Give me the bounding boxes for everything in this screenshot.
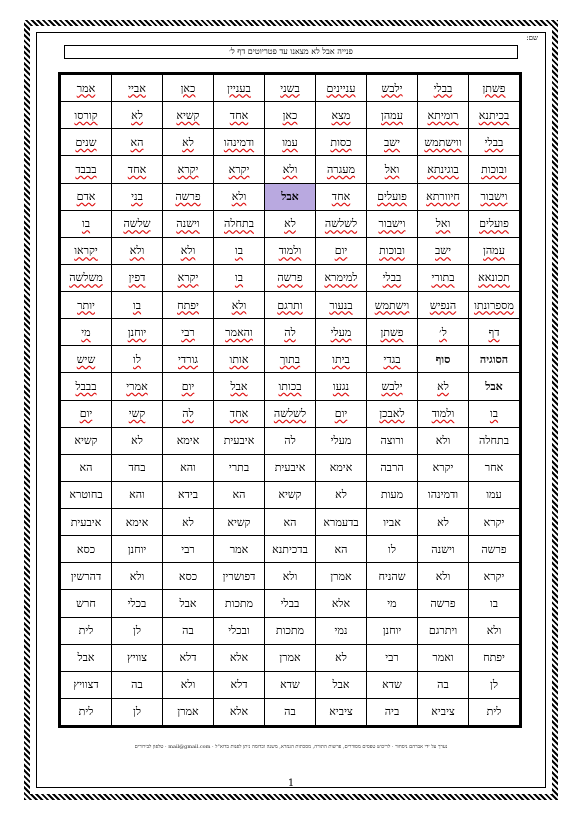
grid-cell: בה: [163, 617, 214, 644]
grid-row: [61, 509, 520, 536]
grid-cell: ובוכות: [469, 156, 520, 183]
grid-cell: ודמינהו: [418, 481, 469, 508]
grid-cell: כאן: [265, 102, 316, 129]
grid-cell: בו: [469, 400, 520, 427]
grid-row: [61, 698, 520, 725]
grid-cell: מי: [61, 319, 112, 346]
word-grid: [60, 74, 520, 726]
grid-row: [61, 536, 520, 563]
grid-cell: רומיתא: [418, 102, 469, 129]
grid-cell: ואל: [367, 156, 418, 183]
grid-cell: אמרן: [316, 563, 367, 590]
grid-cell: פרשה: [265, 264, 316, 291]
grid-cell: הא: [61, 454, 112, 481]
grid-row: [61, 346, 520, 373]
grid-cell: יקרא: [469, 509, 520, 536]
grid-cell: אחד: [112, 156, 163, 183]
grid-cell: הא: [214, 481, 265, 508]
grid-cell: ולא: [418, 563, 469, 590]
grid-cell: יום: [316, 237, 367, 264]
grid-cell: עמהן: [367, 102, 418, 129]
grid-cell: תכונאא: [469, 264, 520, 291]
grid-cell: ולא: [418, 427, 469, 454]
name-label: שם:: [526, 34, 538, 42]
grid-cell: שדא: [367, 671, 418, 698]
grid-cell: בה: [265, 698, 316, 725]
grid-cell: ואמר: [418, 644, 469, 671]
grid-cell: בתורי: [418, 264, 469, 291]
grid-row: [61, 563, 520, 590]
grid-cell: בחד: [112, 454, 163, 481]
grid-cell: בשני: [265, 75, 316, 102]
grid-cell: אחד: [214, 400, 265, 427]
grid-cell: אלא: [214, 644, 265, 671]
grid-cell: כסא: [163, 563, 214, 590]
grid-cell: בתחלה: [469, 427, 520, 454]
grid-cell: לה: [265, 319, 316, 346]
grid-cell: אמרן: [265, 644, 316, 671]
grid-cell: לה: [265, 427, 316, 454]
grid-cell: אבל: [265, 183, 316, 210]
grid-cell: ביה: [367, 698, 418, 725]
grid-cell: לשלשה: [265, 400, 316, 427]
grid-cell: בו: [112, 292, 163, 319]
grid-cell: בבלי: [367, 264, 418, 291]
grid-cell: ורוצה: [367, 427, 418, 454]
grid-row: [61, 237, 520, 264]
grid-cell: ובכלי: [214, 617, 265, 644]
grid-cell: אמר: [214, 536, 265, 563]
grid-cell: יקרא: [418, 454, 469, 481]
grid-cell: והא: [163, 454, 214, 481]
grid-cell: ולא: [163, 671, 214, 698]
page-border: [24, 20, 558, 800]
grid-cell: מספרונתו: [469, 292, 520, 319]
grid-cell: לא: [316, 481, 367, 508]
grid-cell: פועלים: [469, 210, 520, 237]
grid-cell: לא: [418, 509, 469, 536]
grid-cell: ויתרגם: [418, 617, 469, 644]
grid-cell: לן: [469, 671, 520, 698]
grid-cell: ולמוד: [418, 400, 469, 427]
grid-row: [61, 183, 520, 210]
grid-cell: לית: [469, 698, 520, 725]
grid-cell: יפתח: [469, 644, 520, 671]
grid-cell: ולא: [112, 563, 163, 590]
grid-cell: בתוך: [265, 346, 316, 373]
grid-cell: שלשה: [112, 210, 163, 237]
grid-cell: הנפיש: [418, 292, 469, 319]
grid-cell: שיש: [61, 346, 112, 373]
grid-cell: הא: [112, 129, 163, 156]
grid-cell: בו: [214, 237, 265, 264]
grid-row: [61, 590, 520, 617]
grid-cell: ציביא: [418, 698, 469, 725]
grid-row: [61, 671, 520, 698]
grid-cell: לשלשה: [316, 210, 367, 237]
grid-cell: ולא: [214, 183, 265, 210]
word-grid-body: [61, 75, 520, 726]
grid-cell: דלא: [214, 671, 265, 698]
grid-cell: אימא: [316, 454, 367, 481]
grid-cell: ודמינהו: [214, 129, 265, 156]
grid-row: [61, 210, 520, 237]
grid-cell: אחד: [214, 102, 265, 129]
grid-cell: ובוכות: [367, 237, 418, 264]
grid-cell: יפתח: [163, 292, 214, 319]
grid-row: [61, 264, 520, 291]
grid-cell: קורסו: [61, 102, 112, 129]
grid-cell: ולא: [265, 563, 316, 590]
grid-cell: יוחנן: [367, 617, 418, 644]
grid-cell: והא: [112, 481, 163, 508]
grid-cell: וישבור: [469, 183, 520, 210]
grid-cell: אדם: [61, 183, 112, 210]
grid-cell: מעלי: [316, 319, 367, 346]
grid-cell: אותו: [214, 346, 265, 373]
grid-cell: לו: [112, 346, 163, 373]
grid-cell: לן: [112, 698, 163, 725]
grid-cell: בנעור: [316, 292, 367, 319]
grid-cell: אביי: [112, 75, 163, 102]
grid-cell: ישב: [367, 129, 418, 156]
grid-cell: ולמוד: [265, 237, 316, 264]
grid-cell: מתכות: [265, 617, 316, 644]
grid-cell: אלא: [316, 590, 367, 617]
grid-cell: סוף: [418, 346, 469, 373]
grid-cell: בכותו: [265, 373, 316, 400]
grid-cell: וישנה: [418, 536, 469, 563]
grid-cell: דפושרין: [214, 563, 265, 590]
grid-cell: מעגרה: [316, 156, 367, 183]
grid-cell: אבל: [316, 671, 367, 698]
grid-cell: לאבכן: [367, 400, 418, 427]
grid-cell: קשיא: [61, 427, 112, 454]
grid-row: [61, 454, 520, 481]
grid-cell: דלא: [163, 644, 214, 671]
grid-cell: בבלי: [265, 590, 316, 617]
grid-cell: ולא: [265, 156, 316, 183]
grid-cell: כאן: [163, 75, 214, 102]
grid-row: [61, 373, 520, 400]
grid-cell: בעניין: [214, 75, 265, 102]
grid-cell: לא: [163, 129, 214, 156]
grid-cell: עניינים: [316, 75, 367, 102]
grid-cell: יקרא: [163, 264, 214, 291]
grid-cell: רבי: [163, 319, 214, 346]
grid-cell: למימרא: [316, 264, 367, 291]
grid-cell: יום: [163, 373, 214, 400]
grid-cell: רבי: [367, 644, 418, 671]
grid-cell: ביתו: [316, 346, 367, 373]
grid-cell: עמהן: [469, 237, 520, 264]
grid-cell: ישב: [418, 237, 469, 264]
grid-cell: ילבש: [367, 373, 418, 400]
grid-cell: אבל: [214, 373, 265, 400]
grid-cell: ווישתמש: [418, 129, 469, 156]
grid-cell: וישנה: [163, 210, 214, 237]
grid-cell: יוחנן: [112, 536, 163, 563]
grid-cell: לן: [112, 617, 163, 644]
grid-cell: לא: [316, 644, 367, 671]
page-number: 1: [287, 778, 295, 789]
grid-cell: אימא: [112, 509, 163, 536]
grid-cell: פרשה: [469, 536, 520, 563]
grid-row: [61, 644, 520, 671]
grid-cell: בידא: [163, 481, 214, 508]
grid-row: [61, 75, 520, 102]
grid-cell: יקראו: [61, 237, 112, 264]
grid-cell: ילבש: [367, 75, 418, 102]
grid-cell: קשיא: [265, 481, 316, 508]
grid-cell: לא: [112, 427, 163, 454]
grid-cell: בכלי: [112, 590, 163, 617]
grid-cell: יקרא: [469, 563, 520, 590]
grid-cell: כסא: [61, 536, 112, 563]
grid-cell: שדא: [265, 671, 316, 698]
grid-cell: לית: [61, 698, 112, 725]
grid-cell: חרש: [61, 590, 112, 617]
grid-cell: בדכיתנא: [265, 536, 316, 563]
grid-cell: קשי: [112, 400, 163, 427]
grid-cell: קשיא: [163, 102, 214, 129]
grid-row: [61, 156, 520, 183]
grid-cell: בתחלה: [214, 210, 265, 237]
grid-cell: יותר: [61, 292, 112, 319]
grid-cell: אלא: [214, 698, 265, 725]
grid-cell: קשיא: [214, 509, 265, 536]
grid-cell: ל׳: [418, 319, 469, 346]
grid-cell: דפין: [112, 264, 163, 291]
grid-cell: נגעו: [316, 373, 367, 400]
grid-cell: דהרשין: [61, 563, 112, 590]
grid-cell: בכיתנא: [469, 102, 520, 129]
grid-cell: ולא: [214, 292, 265, 319]
grid-cell: עמו: [265, 129, 316, 156]
grid-cell: וישבור: [367, 210, 418, 237]
grid-cell: איבעית: [214, 427, 265, 454]
grid-cell: איבעית: [61, 509, 112, 536]
grid-cell: אמרי: [112, 373, 163, 400]
grid-cell: בתרי: [214, 454, 265, 481]
grid-row: [61, 129, 520, 156]
grid-cell: נמי: [316, 617, 367, 644]
grid-cell: מעות: [367, 481, 418, 508]
grid-cell: בוגינתא: [418, 156, 469, 183]
grid-row: [61, 319, 520, 346]
grid-cell: ציביא: [316, 698, 367, 725]
grid-cell: הסוגיה: [469, 346, 520, 373]
grid-cell: פשתן: [469, 75, 520, 102]
grid-row: [61, 292, 520, 319]
grid-cell: בבלי: [469, 129, 520, 156]
grid-cell: הא: [265, 509, 316, 536]
grid-cell: עמו: [469, 481, 520, 508]
grid-cell: יום: [61, 400, 112, 427]
grid-row: [61, 617, 520, 644]
grid-cell: אימא: [163, 427, 214, 454]
grid-cell: דף: [469, 319, 520, 346]
grid-cell: משלשה: [61, 264, 112, 291]
grid-row: [61, 481, 520, 508]
grid-cell: מעלי: [316, 427, 367, 454]
grid-cell: הרבה: [367, 454, 418, 481]
grid-cell: בדעמרא: [316, 509, 367, 536]
grid-cell: שנים: [61, 129, 112, 156]
grid-cell: בני: [112, 183, 163, 210]
grid-cell: ולא: [469, 617, 520, 644]
grid-cell: בגדי: [367, 346, 418, 373]
grid-cell: בו: [214, 264, 265, 291]
grid-cell: גורדי: [163, 346, 214, 373]
grid-cell: והאמר: [214, 319, 265, 346]
grid-cell: בה: [418, 671, 469, 698]
grid-cell: בו: [61, 210, 112, 237]
grid-cell: הא: [316, 536, 367, 563]
grid-cell: פשתן: [367, 319, 418, 346]
grid-cell: אמר: [61, 75, 112, 102]
grid-cell: צוויץ: [112, 644, 163, 671]
grid-cell: לו: [367, 536, 418, 563]
grid-cell: אבל: [469, 373, 520, 400]
grid-cell: שהניח: [367, 563, 418, 590]
grid-cell: בבבד: [61, 156, 112, 183]
grid-cell: פרשה: [163, 183, 214, 210]
grid-cell: מי: [367, 590, 418, 617]
grid-cell: לה: [163, 400, 214, 427]
grid-row: [61, 400, 520, 427]
grid-cell: אחד: [316, 183, 367, 210]
grid-cell: בבלי: [418, 75, 469, 102]
grid-cell: בחוטרא: [61, 481, 112, 508]
grid-cell: אבל: [163, 590, 214, 617]
grid-cell: איבעית: [265, 454, 316, 481]
grid-cell: לא: [265, 210, 316, 237]
grid-cell: אמרן: [163, 698, 214, 725]
grid-cell: בה: [112, 671, 163, 698]
grid-cell: ולא: [163, 237, 214, 264]
grid-cell: אחר: [469, 454, 520, 481]
grid-cell: ולא: [112, 237, 163, 264]
grid-cell: לא: [112, 102, 163, 129]
grid-cell: לא: [163, 509, 214, 536]
grid-cell: יקרא: [214, 156, 265, 183]
grid-cell: חיוורתא: [418, 183, 469, 210]
grid-cell: דצוויץ: [61, 671, 112, 698]
grid-cell: מתכות: [214, 590, 265, 617]
grid-cell: פועלים: [367, 183, 418, 210]
word-grid-frame: [58, 72, 522, 728]
worksheet-title: פנייה אבל לא מצאנו עד פטריוטים דף ל׳: [64, 45, 518, 59]
grid-cell: יקרא: [163, 156, 214, 183]
grid-cell: כסות: [316, 129, 367, 156]
grid-cell: אביו: [367, 509, 418, 536]
grid-cell: לא: [418, 373, 469, 400]
grid-cell: ותרגם: [265, 292, 316, 319]
grid-cell: ואל: [418, 210, 469, 237]
grid-cell: רבי: [163, 536, 214, 563]
grid-cell: פרשה: [418, 590, 469, 617]
grid-cell: יום: [316, 400, 367, 427]
grid-row: [61, 102, 520, 129]
grid-row: [61, 427, 520, 454]
grid-cell: אבל: [61, 644, 112, 671]
grid-cell: בו: [469, 590, 520, 617]
grid-cell: מצא: [316, 102, 367, 129]
grid-cell: בבבל: [61, 373, 112, 400]
grid-cell: לית: [61, 617, 112, 644]
grid-cell: יוחנן: [112, 319, 163, 346]
footer-note: נערך על ידי אברהם ניסחור · לריכוש טפסים מסודרים, פרשות התורה, מסכתות הגמרא, משנה וכדומה ניתן לפנות בדוא"ל · mail@gmail.com · טלפון לבירורים: [134, 744, 448, 750]
grid-cell: וישתמש: [367, 292, 418, 319]
